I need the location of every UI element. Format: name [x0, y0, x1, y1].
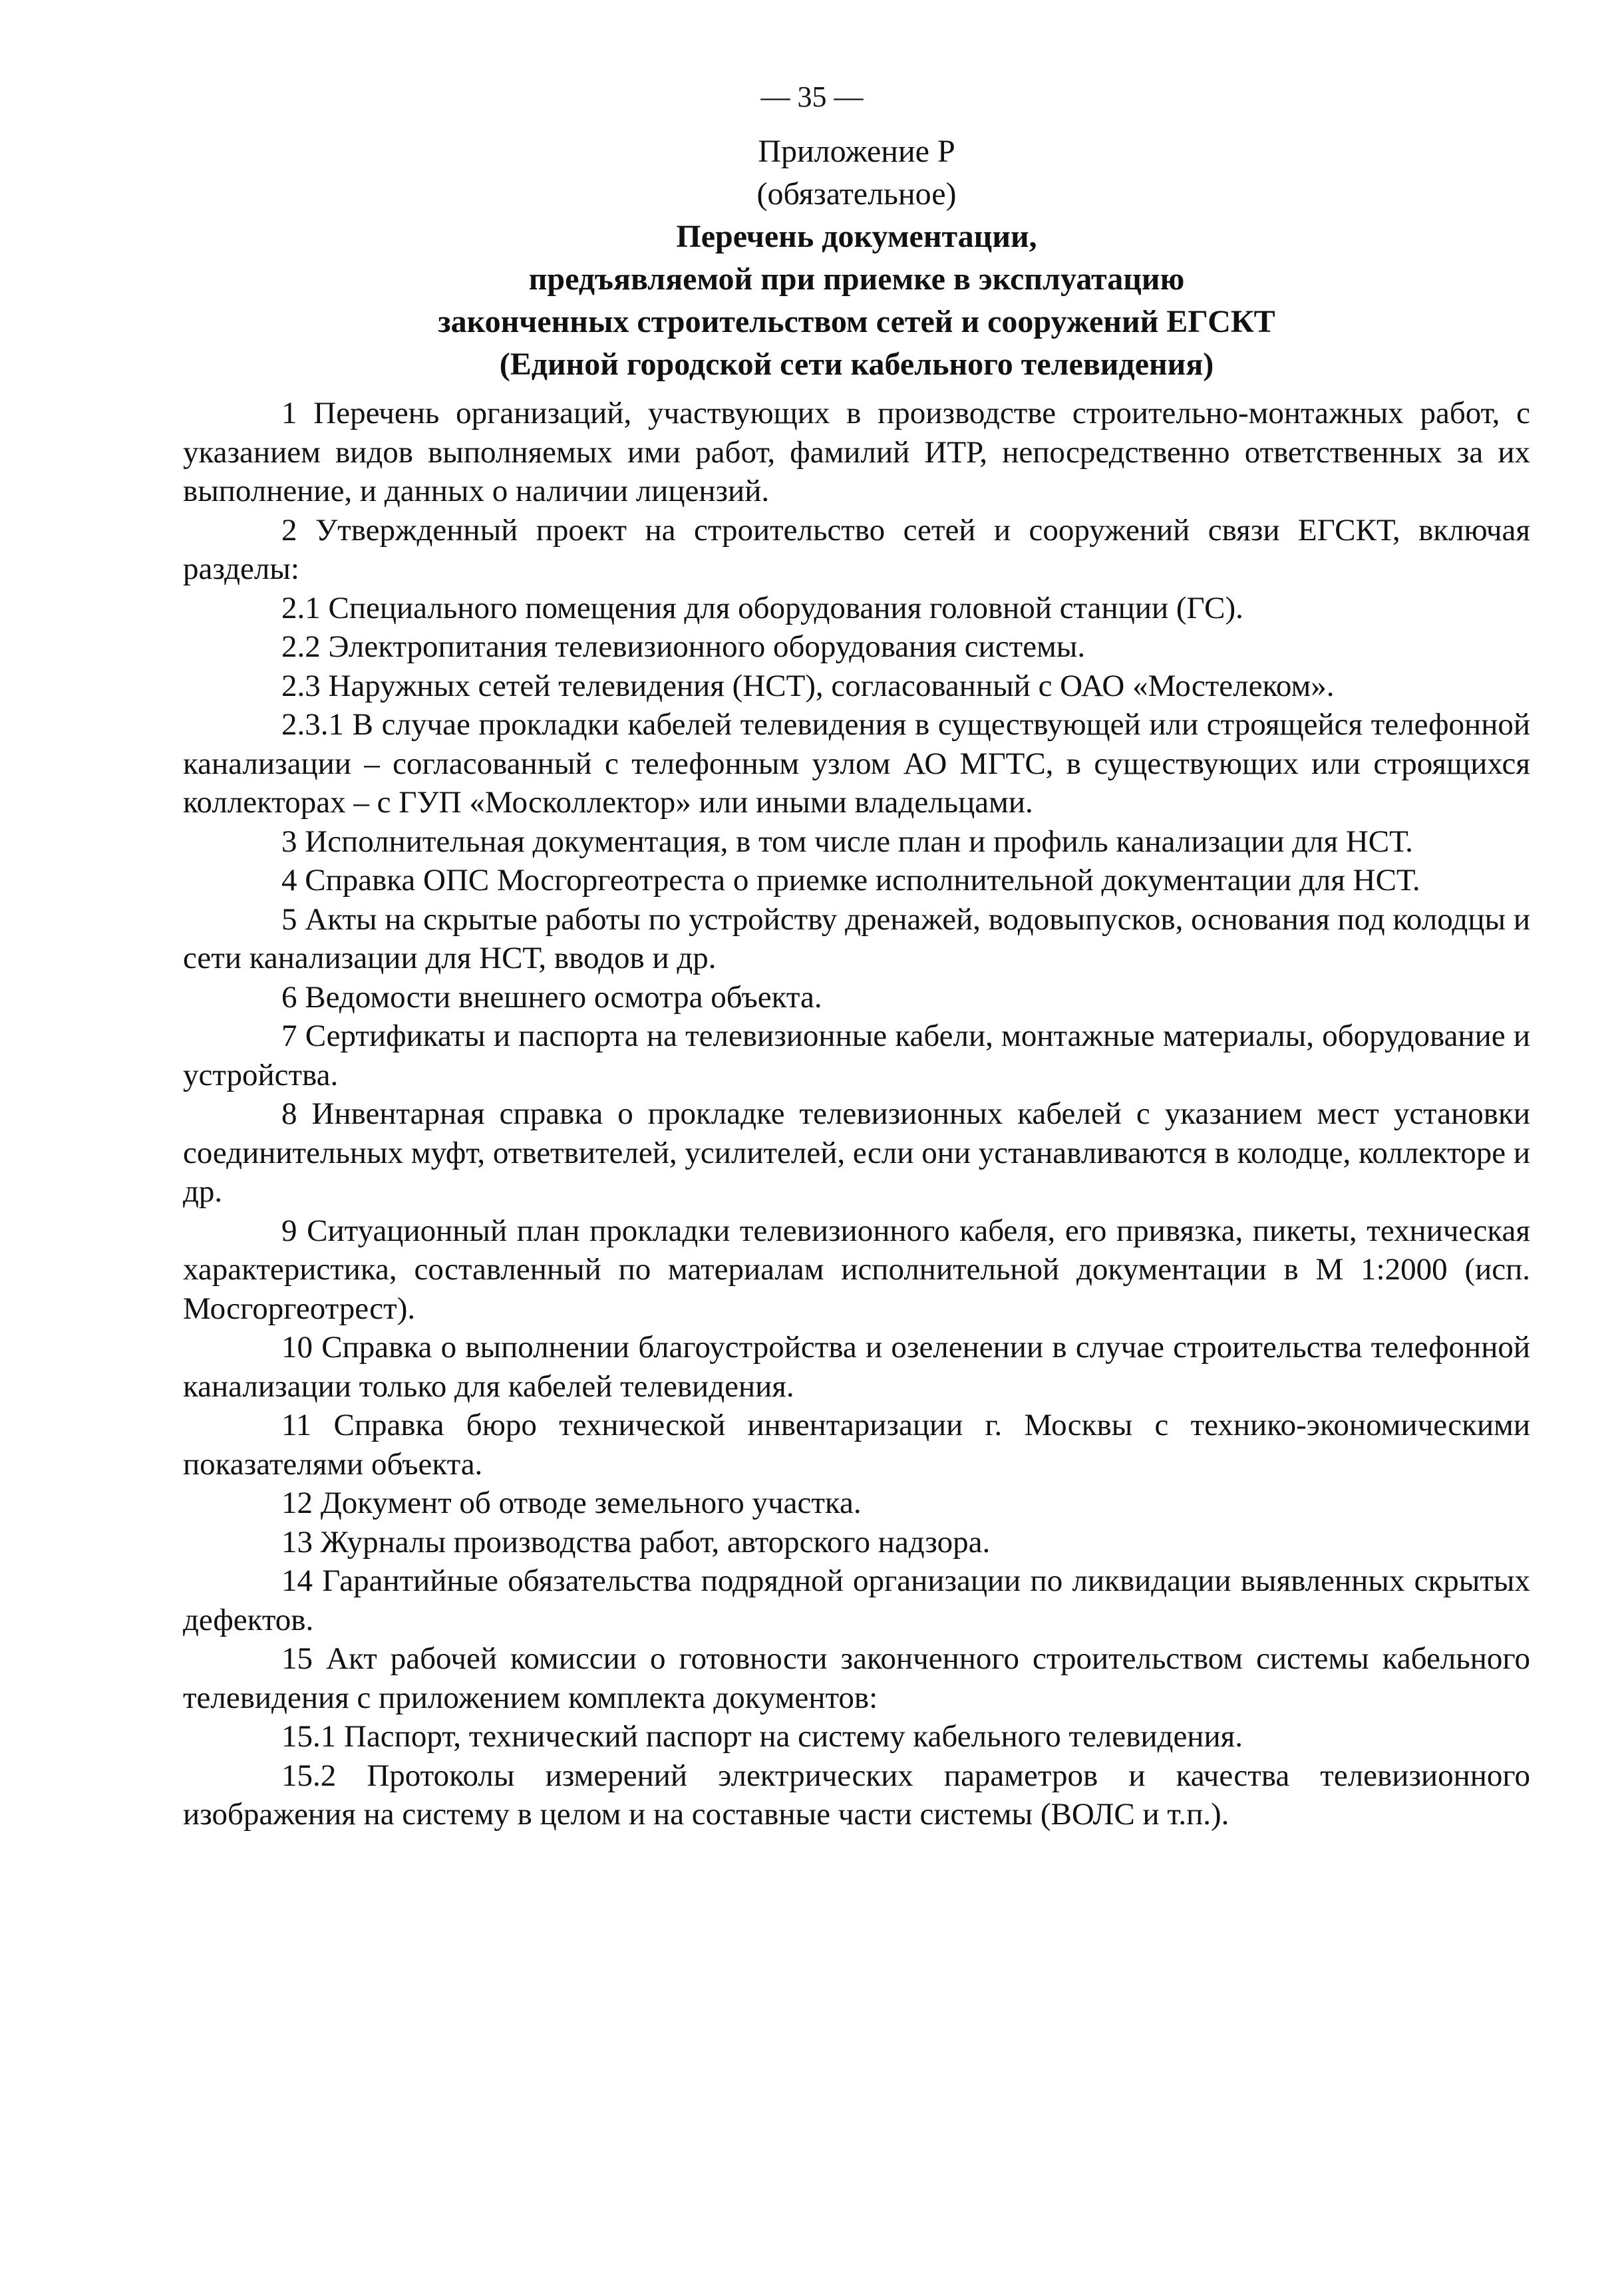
list-item-10: 10 Справка о выполнении благоустройства и озеленении в случае строительства телефонной канализации только для кабелей телевидения.	[183, 1330, 1530, 1404]
list-item-8: 8 Инвентарная справка о прокладке телевизионных кабелей с указанием мест установки соединительных муфт, ответвителей, усилителей, если они устанавливаются в колодце, коллекторе и др.	[183, 1096, 1530, 1209]
list-item-13: 13 Журналы производства работ, авторского надзора.	[281, 1524, 991, 1559]
appendix-title-line-4: (Единой городской сети кабельного телевидения)	[499, 347, 1214, 382]
list-item-6: 6 Ведомости внешнего осмотра объекта.	[281, 979, 822, 1015]
list-item-7: 7 Сертификаты и паспорта на телевизионные кабели, монтажные материалы, оборудование и устройства.	[183, 1019, 1530, 1092]
appendix-header	[183, 130, 1530, 386]
list-item-2-3: 2.3 Наружных сетей телевидения (НСТ), согласованный с ОАО «Мостелеком».	[281, 668, 1335, 703]
appendix-status: (обязательное)	[756, 176, 957, 212]
list-item-11: 11 Справка бюро технической инвентаризации г. Москвы с технико-экономическими показателями объекта.	[183, 1408, 1530, 1482]
list-item-2-2: 2.2 Электропитания телевизионного оборудования системы.	[281, 629, 1086, 664]
list-item-2: 2 Утвержденный проект на строительство сетей и сооружений связи ЕГСКТ, включая разделы:	[183, 512, 1530, 586]
list-item-1: 1 Перечень организаций, участвующих в производстве строительно-монтажных работ, с указанием видов выполняемых ими работ, фамилий ИТР, непосредственно ответственных за их выполнение, и данных о наличии лицензий.	[183, 396, 1530, 508]
list-item-3: 3 Исполнительная документация, в том числе план и профиль канализации для НСТ.	[281, 824, 1413, 859]
list-item-15-2: 15.2 Протоколы измерений электрических параметров и качества телевизионного изображения на систему в целом и на составные части системы (ВОЛС и т.п.).	[183, 1758, 1530, 1832]
list-item-4: 4 Справка ОПС Мосгоргеотреста о приемке исполнительной документации для НСТ.	[281, 863, 1420, 898]
page-number: — 35 —	[760, 81, 864, 113]
appendix-title-line-1: Перечень документации,	[676, 219, 1037, 254]
list-item-5: 5 Акты на скрытые работы по устройству дренажей, водовыпусков, основания под колодцы и сети канализации для НСТ, вводов и др.	[183, 902, 1530, 975]
document-list	[183, 394, 1530, 1834]
list-item-15: 15 Акт рабочей комиссии о готовности законченного строительством системы кабельного телевидения с приложением комплекта документов:	[183, 1641, 1530, 1715]
list-item-14: 14 Гарантийные обязательства подрядной организации по ликвидации выявленных скрытых дефектов.	[183, 1563, 1530, 1637]
list-item-2-3-1: 2.3.1 В случае прокладки кабелей телевидения в существующей или строящейся телефонной канализации – согласованный с телефонным узлом АО МГТС, в существующих или строящихся коллекторах – с ГУП «Москоллектор» или иными владельцами.	[183, 707, 1530, 820]
appendix-label: Приложение Р	[758, 134, 955, 169]
list-item-9: 9 Ситуационный план прокладки телевизионного кабеля, его привязка, пикеты, техническая характеристика, составленный по материалам исполнительной документации в М 1:2000 (исп. Мосгоргеотрест).	[183, 1213, 1530, 1326]
list-item-15-1: 15.1 Паспорт, технический паспорт на систему кабельного телевидения.	[281, 1719, 1243, 1754]
appendix-title-line-3: законченных строительством сетей и сооружений ЕГСКТ	[438, 304, 1275, 339]
list-item-2-1: 2.1 Специального помещения для оборудования головной станции (ГС).	[281, 590, 1243, 625]
list-item-12: 12 Документ об отводе земельного участка.	[281, 1486, 862, 1520]
appendix-title-line-2: предъявляемой при приемке в эксплуатацию	[528, 261, 1185, 297]
